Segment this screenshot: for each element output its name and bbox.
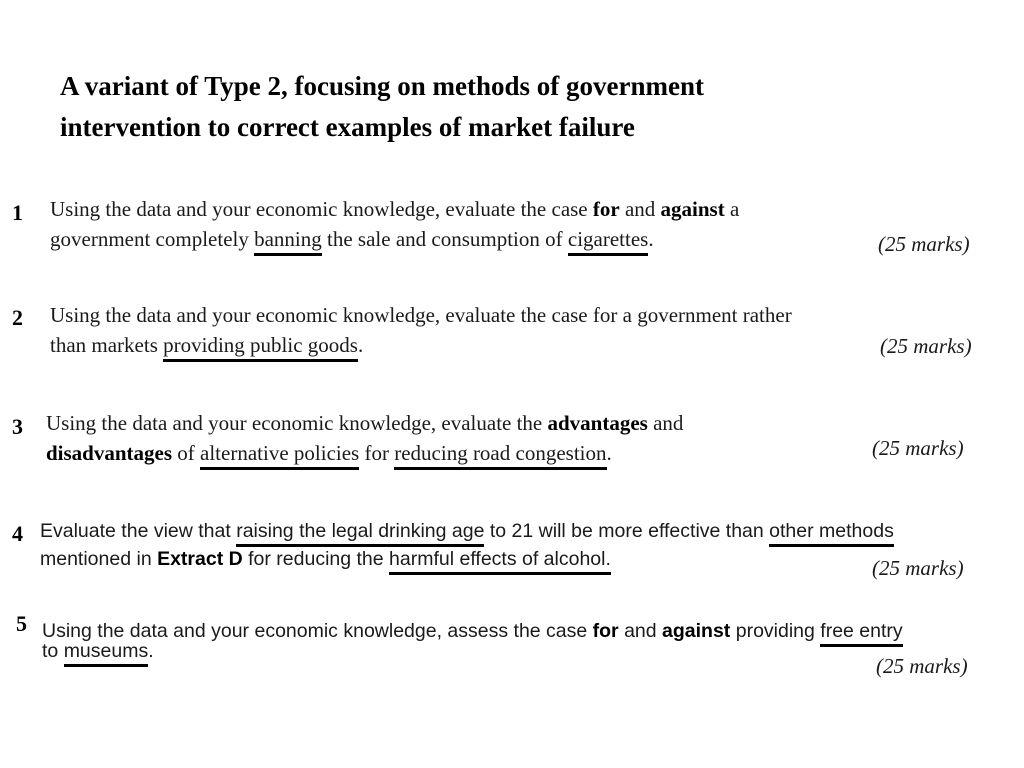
underlined-term: alternative policies <box>200 441 359 470</box>
marks-label: (25 marks) <box>876 654 968 678</box>
underlined-term: free entry <box>820 620 902 647</box>
slide-title <box>60 66 960 148</box>
question-number: 1 <box>12 200 23 225</box>
title-line-1: A variant of Type 2, focusing on methods of government <box>60 71 705 101</box>
marks-label: (25 marks) <box>880 334 972 358</box>
marks-label: (25 marks) <box>872 436 964 460</box>
question-text-line-2: than markets providing public goods. <box>50 330 363 360</box>
question-text-line-1: Evaluate the view that raising the legal drinking age to 21 will be more effective than other methods <box>40 516 894 546</box>
underlined-term: other methods <box>769 520 894 547</box>
underlined-term: cigarettes <box>568 227 648 256</box>
underlined-term: reducing road congestion <box>394 441 606 470</box>
underlined-term: museums <box>64 640 149 667</box>
question-text-line-2: to museums. <box>42 636 154 666</box>
question-text-line-1: Using the data and your economic knowledge, evaluate the case for a government rather <box>50 303 792 327</box>
question-text-line-1: Using the data and your economic knowledge, assess the case for and against providing free entry <box>42 616 903 646</box>
underlined-term: banning <box>254 227 322 256</box>
question-text-line-1: Using the data and your economic knowledge, evaluate the advantages and <box>46 411 684 435</box>
question-number: 5 <box>16 611 27 636</box>
underlined-term: raising the legal drinking age <box>236 520 484 547</box>
title-line-2: intervention to correct examples of market failure <box>60 112 635 142</box>
question-text-line-2: disadvantages of alternative policies for reducing road congestion. <box>46 438 612 468</box>
underlined-term: providing public goods <box>163 333 358 362</box>
question-number: 4 <box>12 521 23 546</box>
question-text-line-2: government completely banning the sale and consumption of cigarettes. <box>50 224 654 254</box>
marks-label: (25 marks) <box>878 232 970 256</box>
question-number: 3 <box>12 414 23 439</box>
question-text-line-1: Using the data and your economic knowledge, evaluate the case for and against a <box>50 197 740 221</box>
question-text-line-2: mentioned in Extract D for reducing the harmful effects of alcohol. <box>40 544 611 574</box>
marks-label: (25 marks) <box>872 556 964 580</box>
underlined-term: harmful effects of alcohol. <box>389 548 611 575</box>
question-number: 2 <box>12 305 23 330</box>
